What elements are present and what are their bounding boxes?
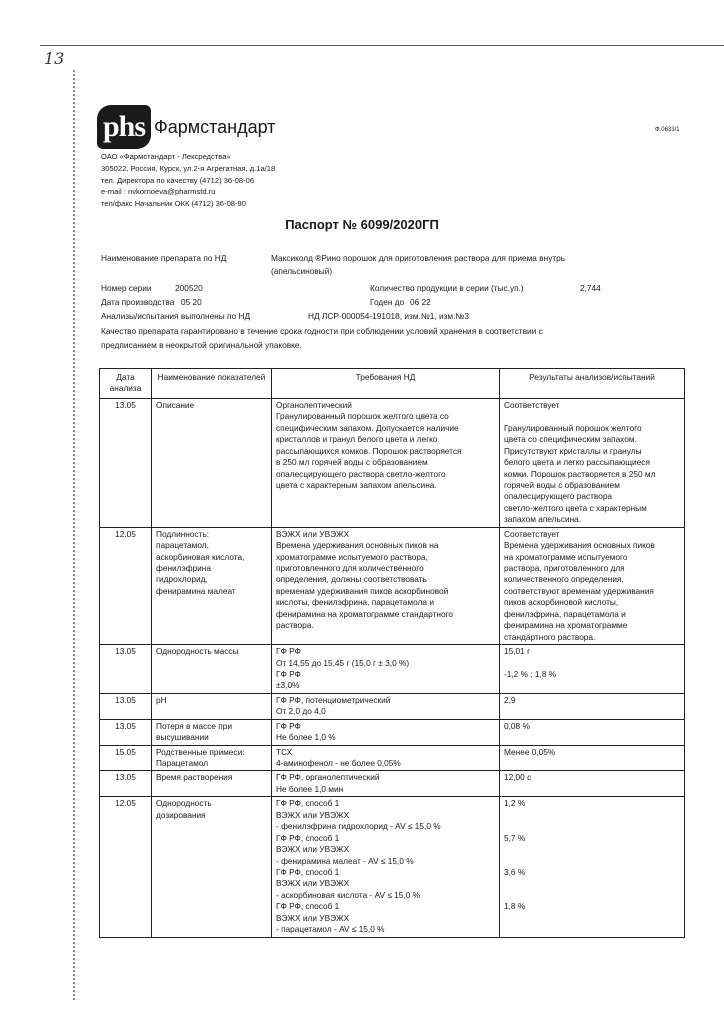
cell-line: Гранулированный порошок желтого цвета со [276, 411, 449, 422]
cell-line [504, 821, 680, 832]
table-row [100, 645, 685, 694]
cell-line: Подлинность: [156, 528, 210, 539]
company-name: ОАО «Фармстандарт - Лексредства» [101, 152, 231, 161]
cell-line: фенирамина на хроматограмме стандартного [276, 608, 454, 619]
row-date [100, 745, 152, 771]
cell-line: Гранулированный порошок желтого [504, 422, 642, 433]
company-email: e-mail : nvkornoeva@pharmstd.ru [101, 187, 216, 197]
cell-line: ГФ РФ, органолептический [276, 772, 380, 783]
mfg-date-label: Дата производства [101, 297, 175, 307]
table-row [100, 745, 685, 771]
logo-mark: phs [97, 105, 151, 149]
page-number: 13 [44, 49, 65, 68]
cell-line: ГФ РФ, способ 1 [276, 901, 340, 912]
cell-line: фенирамина на хроматограмме [504, 620, 628, 631]
header-results: Результаты анализов/испытаний [500, 369, 685, 399]
cell-line: Родственные примеси: [156, 746, 245, 757]
series-value: 200520 [175, 283, 203, 293]
cell-line: фенирамина малеат [156, 585, 236, 596]
cell-line: Однородность [156, 798, 212, 809]
cell-line: кристаллов и гранул белого цвета и легко [276, 434, 438, 445]
cell-line: 13.05 [115, 720, 136, 731]
cell-line: От 2,0 до 4,0 [276, 706, 326, 717]
cell-line: количественного определения, [504, 574, 624, 585]
cell-line: 13.05 [115, 772, 136, 783]
director-phone: тел. Директора по качеству (4712) 36-08-06 [101, 175, 255, 185]
cell-line: запахом апельсина. [504, 514, 582, 525]
cell-line: 13.05 [115, 694, 136, 705]
scan-margin-line [73, 70, 75, 1000]
row-indicator [152, 797, 272, 937]
table-row [100, 398, 685, 527]
cell-line: Описание [156, 399, 195, 410]
cell-line: соответствуют временам удерживания [504, 585, 654, 596]
company-block [101, 151, 275, 210]
row-date [100, 719, 152, 745]
drug-value-line-2: (апельсиновый) [271, 266, 333, 276]
header-indicator: Наименование показателей [152, 369, 272, 399]
cell-line [504, 658, 680, 669]
cell-line: Не более 1,0 % [276, 732, 336, 743]
cell-line: рассыпающихся комков. Порошок растворяется [276, 445, 462, 456]
table-header-row [100, 369, 685, 399]
analysis-table [99, 368, 685, 938]
cell-line [504, 856, 680, 867]
cell-line: определения, должны соответствовать [276, 574, 427, 585]
row-results [500, 771, 685, 797]
okk-phone: тел/факс Начальник ОКК (4712) 36-08-90 [101, 199, 246, 209]
cell-line: 15,01 г [504, 646, 531, 657]
cell-line: 13.05 [115, 399, 136, 410]
table-row [100, 719, 685, 745]
quantity-label: Количество продукции в серии (тыс.уп.) [370, 283, 524, 293]
cell-line: Присутствуют кристаллы и гранулы [504, 445, 642, 456]
row-results [500, 797, 685, 937]
cell-line: горячей воды с образованием [504, 479, 620, 490]
cell-line: Время растворения [156, 772, 233, 783]
cell-line: ВЭЖХ или УВЭЖХ [276, 528, 350, 539]
cell-line: пиков аскорбиновой кислоты, [504, 597, 619, 608]
table-row [100, 527, 685, 644]
cell-line: цвета с характерным запахом апельсина. [276, 479, 437, 490]
drug-value-line-1: Максиколд ®Рино порошок для приготовления раствора для приема внутрь [271, 253, 566, 263]
cell-line [504, 810, 680, 821]
row-indicator [152, 645, 272, 694]
row-date [100, 797, 152, 937]
cell-line: ГФ РФ [276, 720, 301, 731]
cell-line: pH [156, 694, 167, 705]
row-requirements [272, 771, 500, 797]
cell-line: Не более 1,0 мин [276, 783, 344, 794]
row-requirements [272, 645, 500, 694]
cell-line: Времена удерживания основных пиков на [276, 540, 439, 551]
cell-line: 5,7 % [504, 832, 526, 843]
cell-line: Потеря в массе при [156, 720, 233, 731]
row-indicator [152, 771, 272, 797]
cell-line: раствора. [276, 620, 314, 631]
cell-line: ВЭЖХ или УВЭЖХ [276, 878, 350, 889]
document-code: Ф.0633/1 [655, 127, 680, 133]
cell-line: 13.05 [115, 646, 136, 657]
cell-line: 1,8 % [504, 901, 526, 912]
row-indicator [152, 719, 272, 745]
top-rule [40, 45, 724, 46]
table-row [100, 797, 685, 937]
row-date [100, 771, 152, 797]
row-requirements [272, 797, 500, 937]
row-results [500, 527, 685, 644]
row-indicator [152, 398, 272, 527]
cell-line: ГФ РФ [276, 668, 301, 679]
cell-line: раствора, приготовленного для [504, 563, 625, 573]
company-address: 305022, Россия, Курск, ул.2-я Агрегатная, д.1а/18 [101, 163, 276, 173]
cell-line: ГФ РФ, способ 1 [276, 832, 340, 843]
cell-line: - парацетамол - AV ≤ 15,0 % [276, 924, 385, 935]
row-results [500, 719, 685, 745]
cell-line: 1,2 % [504, 798, 526, 809]
row-requirements [272, 745, 500, 771]
cell-line: комки. Порошок растворяется в 250 мл [504, 468, 656, 479]
row-requirements [272, 527, 500, 644]
cell-line: Однородность массы [156, 646, 239, 657]
row-date [100, 527, 152, 644]
cell-line: в 250 мл горячей воды с образованием [276, 457, 428, 468]
cell-line: 15.05 [115, 746, 136, 757]
cell-line: хроматограмме испытуемого раствора, [276, 551, 428, 562]
row-indicator [152, 693, 272, 719]
expiry-value: 06 22 [410, 297, 431, 307]
cell-line: парацетамол, [156, 540, 209, 551]
cell-line: -1,2 % ; 1,8 % [504, 668, 557, 679]
mfg-date-value: 05 20 [181, 297, 202, 307]
table-row [100, 771, 685, 797]
cell-line: стандартного раствора. [504, 631, 596, 642]
row-results [500, 398, 685, 527]
row-date [100, 398, 152, 527]
cell-line: специфическим запахом. Допускается наличие [276, 422, 459, 433]
cell-line [504, 890, 680, 901]
cell-line [504, 844, 680, 855]
cell-line: Парацетамол [156, 758, 209, 768]
drug-label: Наименование препарата по НД [101, 253, 227, 263]
cell-line: ТСХ [276, 746, 293, 757]
row-results [500, 693, 685, 719]
analysis-value: НД ЛСР-000054-191018, изм.№1, изм.№3 [308, 311, 469, 321]
cell-line: ГФ РФ, способ 1 [276, 798, 340, 809]
cell-line: цвета со специфическим запахом. [504, 434, 637, 445]
cell-line: временам удерживания пиков аскорбиновой [276, 585, 449, 596]
company-logo [97, 105, 276, 149]
header-date: Дата анализа [100, 369, 152, 399]
cell-line: 3,6 % [504, 866, 526, 877]
cell-line: Соответствует [504, 528, 560, 539]
quantity-value: 2,744 [580, 283, 601, 293]
guarantee-line-2: предписанием в неокрытой оригинальной упаковке. [101, 340, 302, 350]
cell-line: - фенилэфрина гидрохлорид - AV ≤ 15,0 % [276, 821, 441, 832]
series-label: Номер серии [101, 283, 152, 293]
cell-line: опалесцирующего раствора [504, 491, 613, 502]
cell-line: ГФ РФ, способ 1 [276, 866, 340, 877]
cell-line: 12.05 [115, 798, 136, 809]
cell-line: высушивании [156, 732, 209, 743]
cell-line: опалесцирующего раствора светло-желтого [276, 468, 446, 479]
cell-line: дозирования [156, 809, 206, 820]
table-body [100, 398, 685, 937]
cell-line: приготовленного для количественного [276, 563, 424, 573]
cell-line: на хроматограмме испытуемого [504, 551, 628, 562]
cell-line: ГФ РФ, потенциометрический [276, 694, 391, 705]
expiry-label: Годен до [370, 297, 405, 307]
passport-title: Паспорт № 6099/2020ГП [285, 217, 439, 232]
row-indicator [152, 527, 272, 644]
table-row [100, 693, 685, 719]
cell-line: Соответствует [504, 399, 560, 410]
cell-line: - аскорбиновая кислота - AV ≤ 15,0 % [276, 889, 421, 900]
cell-line: кислоты, фенилэфрина, парацетамола и [276, 597, 434, 608]
cell-line [504, 411, 680, 422]
cell-line: ±3,0% [276, 680, 300, 691]
row-requirements [272, 693, 500, 719]
cell-line: ВЭЖХ или УВЭЖХ [276, 912, 350, 923]
cell-line: 4-аминофенол - не более 0,05% [276, 758, 401, 768]
cell-line: - фенирамина малеат - AV ≤ 15,0 % [276, 855, 414, 866]
analysis-label: Анализы/испытания выполнены по НД [101, 311, 251, 321]
cell-line: 2,9 [504, 694, 516, 705]
cell-line: светло-желтого цвета с характерным [504, 502, 647, 513]
cell-line: ВЭЖХ или УВЭЖХ [276, 844, 350, 855]
row-date [100, 693, 152, 719]
cell-line: 12,00 с [504, 772, 532, 783]
guarantee-line-1: Качество препарата гарантировано в течение срока годности при соблюдении условий хранения в соответствии с [101, 326, 543, 336]
cell-line: ВЭЖХ или УВЭЖХ [276, 809, 350, 820]
row-results [500, 645, 685, 694]
cell-line: Времена удерживания основных пиков [504, 540, 655, 551]
cell-line: фенилэфрина, парацетамола и [504, 608, 626, 619]
logo-name: Фармстандарт [154, 116, 276, 137]
cell-line: фенилэфрина [156, 563, 212, 573]
cell-line: Менее 0,05% [504, 746, 556, 757]
cell-line: 12.05 [115, 528, 136, 539]
row-requirements [272, 719, 500, 745]
cell-line: аскорбиновая кислота, [156, 551, 245, 562]
cell-line: белого цвета и легко рассыпающиеся [504, 457, 650, 468]
row-results [500, 745, 685, 771]
cell-line: Органолептический [276, 399, 352, 410]
header-requirements: Требования НД [272, 369, 500, 399]
row-date [100, 645, 152, 694]
row-requirements [272, 398, 500, 527]
cell-line: гидрохлорид, [156, 574, 208, 585]
cell-line: ГФ РФ [276, 646, 301, 657]
cell-line: От 14,55 до 15,45 г (15,0 г ± 3,0 %) [276, 657, 410, 668]
cell-line [504, 878, 680, 889]
cell-line: 0,08 % [504, 720, 530, 731]
row-indicator [152, 745, 272, 771]
